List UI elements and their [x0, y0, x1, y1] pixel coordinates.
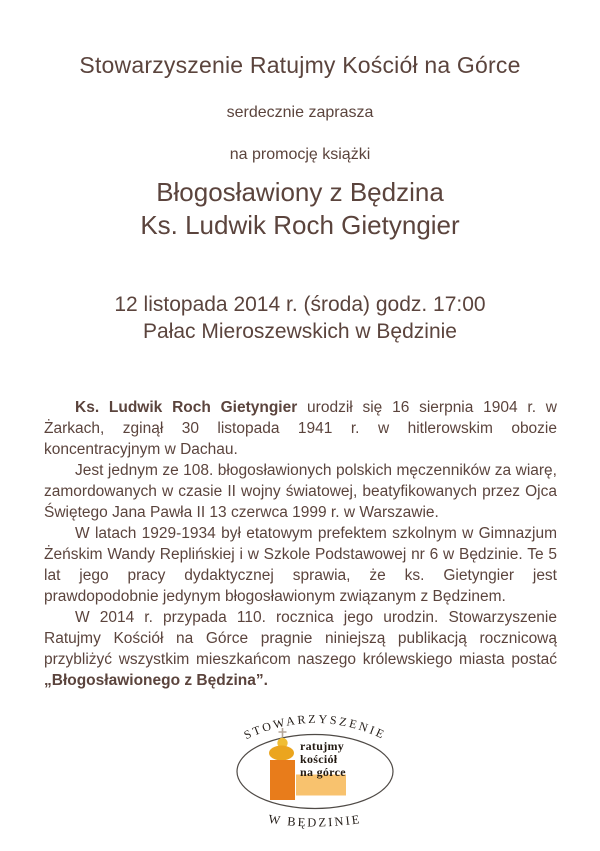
logo-motto-line1: ratujmy [300, 739, 345, 753]
book-title [0, 176, 600, 242]
promo-line: na promocję książki [229, 146, 371, 163]
event-details [0, 291, 600, 345]
book-title-line1: Błogosławiony z Będzina [156, 177, 444, 207]
logo-motto-line2: kościół [300, 752, 338, 766]
paragraph-martyrs: Jest jednym ze 108. błogosławionych polskich męczenników za wiarę, zamordowanych w czasie II wojny światowej, beatyfikowanych przez Ojca Świętego Jana Pawła II 13 czerwca 1999 r. w Warszawie. [44, 462, 557, 521]
paragraph-teaching: W latach 1929-1934 był etatowym prefektem szkolnym w Gimnazjum Żeńskim Wandy Replińskiej i w Szkole Podstawowej nr 6 w Będzinie. Te 5 lat jego pracy dydaktycznej sprawia, że ks. Gietyngier jest prawdopodobnie jedynym błogosławionym związanym z Będzinem. [44, 525, 557, 605]
tower-dome-shape [269, 746, 294, 761]
logo-arc-top-text: STOWARZYSZENIE [241, 711, 389, 743]
logo-arc-bottom-text: W BĘDZINIE [267, 811, 363, 830]
biography-text [44, 397, 557, 691]
association-logo [185, 685, 445, 850]
logo-motto [300, 739, 346, 779]
paragraph-anniversary [44, 607, 557, 691]
church-tower-shape [270, 760, 295, 800]
event-datetime: 12 listopada 2014 r. (środa) godz. 17:00 [114, 293, 486, 316]
invite-line: serdecznie zaprasza [226, 104, 374, 121]
logo-motto-line3: na górce [300, 765, 346, 779]
paragraph-birth-text: urodził się 16 sierpnia 1904 r. w Żarkach, zginął 30 listopada 1941 r. w hitlerowskim obozie koncentracyjnym w Dachau. [44, 399, 557, 458]
event-venue: Pałac Mieroszewskich w Będzinie [143, 320, 457, 343]
paragraph-anniversary-text: W 2014 r. przypada 110. rocznica jego urodzin. Stowarzyszenie Ratujmy Kościół na Górce pragnie niniejszą publikacją rocznicową przybliżyć wszystkim mieszkańcom naszego królewskiego miasta postać [44, 609, 557, 668]
book-title-quote: „Błogosławionego z Będzina”. [44, 672, 268, 689]
organization-name: Stowarzyszenie Ratujmy Kościół na Górce [79, 52, 521, 78]
book-title-line2: Ks. Ludwik Roch Gietyngier [140, 210, 460, 240]
person-name: Ks. Ludwik Roch Gietyngier [75, 399, 298, 416]
paragraph-birth [44, 397, 557, 460]
